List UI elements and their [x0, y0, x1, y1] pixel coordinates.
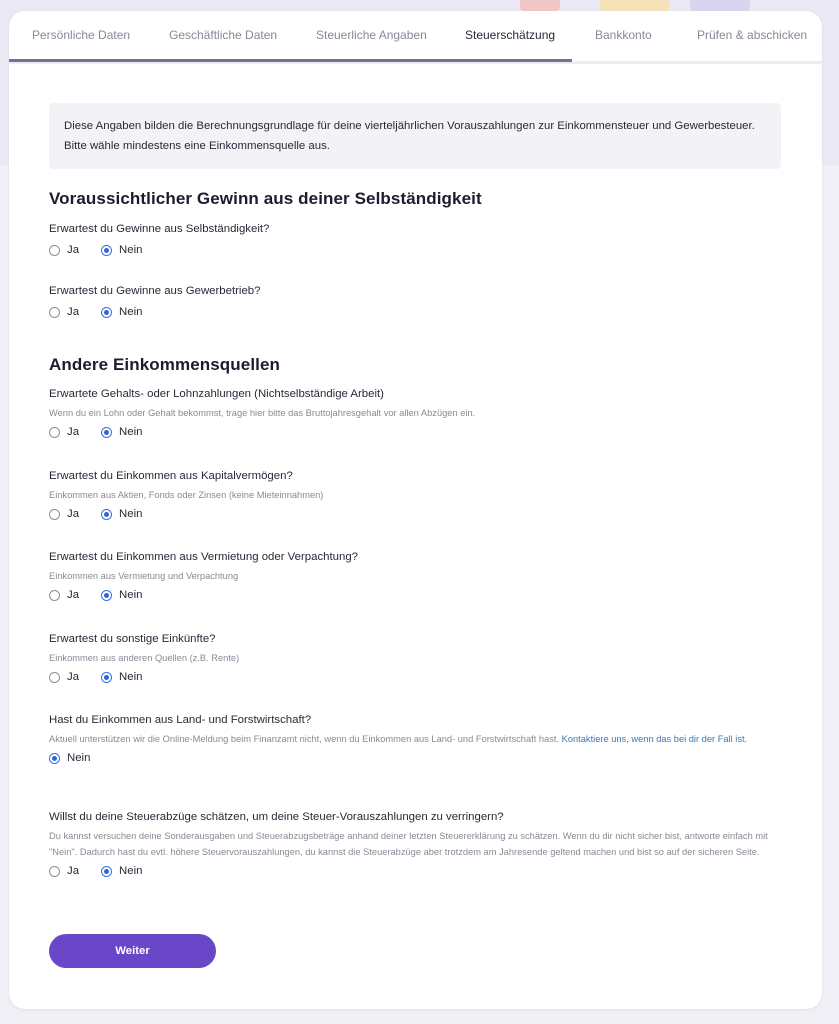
radio-group: [49, 244, 781, 256]
question-gewerbebetrieb: [49, 285, 781, 318]
radio-circle[interactable]: [49, 590, 60, 601]
radio-circle-selected[interactable]: [101, 245, 112, 256]
info-box: [49, 103, 781, 169]
radio-circle[interactable]: [49, 866, 60, 877]
contact-link[interactable]: Kontaktiere uns, wenn das bei dir der Fall ist.: [561, 734, 748, 744]
radio-circle-selected[interactable]: [101, 307, 112, 318]
radio-circle-selected[interactable]: [101, 672, 112, 683]
radio-ja[interactable]: Ja: [49, 589, 79, 601]
tab-steuerliche-angaben[interactable]: Steuerliche Angaben: [316, 28, 427, 42]
question-land-forstwirtschaft: [49, 714, 781, 764]
tab-bankkonto[interactable]: Bankkonto: [595, 28, 652, 42]
radio-group: [49, 508, 781, 520]
main-content: [49, 103, 781, 957]
question-kapitalvermoegen: [49, 470, 781, 520]
question-label: Erwartest du Einkommen aus Kapitalvermögen?: [49, 470, 293, 482]
section-title-selbstaendigkeit: Voraussichtlicher Gewinn aus deiner Selbständigkeit: [49, 189, 482, 208]
radio-ja[interactable]: Ja: [49, 426, 79, 438]
weiter-button[interactable]: Weiter: [49, 934, 216, 968]
question-hint: Einkommen aus Vermietung und Verpachtung: [49, 571, 239, 581]
radio-group: [49, 426, 781, 438]
question-hint: Du kannst versuchen deine Sonderausgaben und Steuerabzugsbeträge anhand deiner letzten Steuererklärung zu schätzen. Wenn du dir nicht sicher bist, antworte einfach mit "Nein". Dadurch hast du evtl. höhere Steuervorauszahlungen, du kannst die Steuerabzüge aber trotzdem am Jahresende geltend machen und bist so auf der sicheren Seite.: [49, 831, 768, 857]
radio-group: [49, 865, 781, 877]
radio-nein[interactable]: Nein: [101, 508, 142, 520]
question-label: Erwartete Gehalts- oder Lohnzahlungen (Nichtselbständige Arbeit): [49, 388, 384, 400]
radio-nein[interactable]: Nein: [49, 752, 90, 764]
radio-circle-selected[interactable]: [101, 590, 112, 601]
question-steuerabzuege: [49, 811, 781, 877]
tab-steuerschaetzung[interactable]: Steuerschätzung: [465, 28, 556, 42]
radio-circle-selected[interactable]: [101, 866, 112, 877]
question-label: Willst du deine Steuerabzüge schätzen, um deine Steuer-Vorauszahlungen zu verringern?: [49, 811, 504, 823]
radio-group: [49, 589, 781, 601]
form-card: [9, 11, 822, 1009]
radio-circle[interactable]: [49, 509, 60, 520]
radio-circle[interactable]: [49, 427, 60, 438]
radio-ja[interactable]: Ja: [49, 306, 79, 318]
radio-circle-selected[interactable]: [101, 509, 112, 520]
info-text-line2: Bitte wähle mindestens eine Einkommensquelle aus.: [64, 140, 330, 152]
radio-ja[interactable]: Ja: [49, 671, 79, 683]
radio-circle[interactable]: [49, 672, 60, 683]
radio-circle[interactable]: [49, 245, 60, 256]
section-title-andere-einkommensquellen: Andere Einkommensquellen: [49, 355, 281, 374]
question-label: Erwartest du sonstige Einkünfte?: [49, 633, 216, 645]
radio-group: [49, 752, 781, 764]
radio-nein[interactable]: Nein: [101, 589, 142, 601]
question-label: Erwartest du Gewinne aus Gewerbetrieb?: [49, 285, 261, 297]
radio-nein[interactable]: Nein: [101, 426, 142, 438]
question-gehalt: [49, 388, 781, 438]
tab-progress-bar: [9, 59, 572, 62]
info-text-line1: Diese Angaben bilden die Berechnungsgrundlage für deine vierteljährlichen Vorauszahlungen zur Einkommensteuer und Gewerbesteuer.: [64, 120, 755, 132]
question-hint: Einkommen aus anderen Quellen (z.B. Rente): [49, 653, 240, 663]
question-sonstige-einkuenfte: [49, 633, 781, 683]
question-label: Hast du Einkommen aus Land- und Forstwirtschaft?: [49, 714, 312, 726]
radio-circle-selected[interactable]: [49, 753, 60, 764]
radio-group: [49, 306, 781, 318]
radio-circle-selected[interactable]: [101, 427, 112, 438]
tab-persoenliche-daten[interactable]: Persönliche Daten: [32, 28, 131, 42]
radio-nein[interactable]: Nein: [101, 671, 142, 683]
tab-geschaeftliche-daten[interactable]: Geschäftliche Daten: [169, 28, 278, 42]
question-selbstaendigkeit: [49, 223, 781, 256]
question-hint: Aktuell unterstützen wir die Online-Meldung beim Finanzamt nicht, wenn du Einkommen aus Land- und Forstwirtschaft hast. Kontaktiere uns, wenn das bei dir der Fall ist.: [49, 734, 748, 744]
question-vermietung: [49, 551, 781, 601]
tab-pruefen-abschicken[interactable]: Prüfen & abschicken: [697, 28, 808, 42]
radio-group: [49, 671, 781, 683]
question-hint: Einkommen aus Aktien, Fonds oder Zinsen (keine Mieteinnahmen): [49, 490, 324, 500]
radio-circle[interactable]: [49, 307, 60, 318]
radio-ja[interactable]: Ja: [49, 508, 79, 520]
radio-ja[interactable]: Ja: [49, 865, 79, 877]
question-hint: Wenn du ein Lohn oder Gehalt bekommst, trage hier bitte das Bruttojahresgehalt vor allen Abzügen ein.: [49, 408, 476, 418]
question-label: Erwartest du Einkommen aus Vermietung oder Verpachtung?: [49, 551, 358, 563]
question-label: Erwartest du Gewinne aus Selbständigkeit?: [49, 223, 270, 235]
radio-nein[interactable]: Nein: [101, 306, 142, 318]
radio-nein[interactable]: Nein: [101, 244, 142, 256]
radio-nein[interactable]: Nein: [101, 865, 142, 877]
step-tabs: [9, 11, 822, 64]
radio-ja[interactable]: Ja: [49, 244, 79, 256]
